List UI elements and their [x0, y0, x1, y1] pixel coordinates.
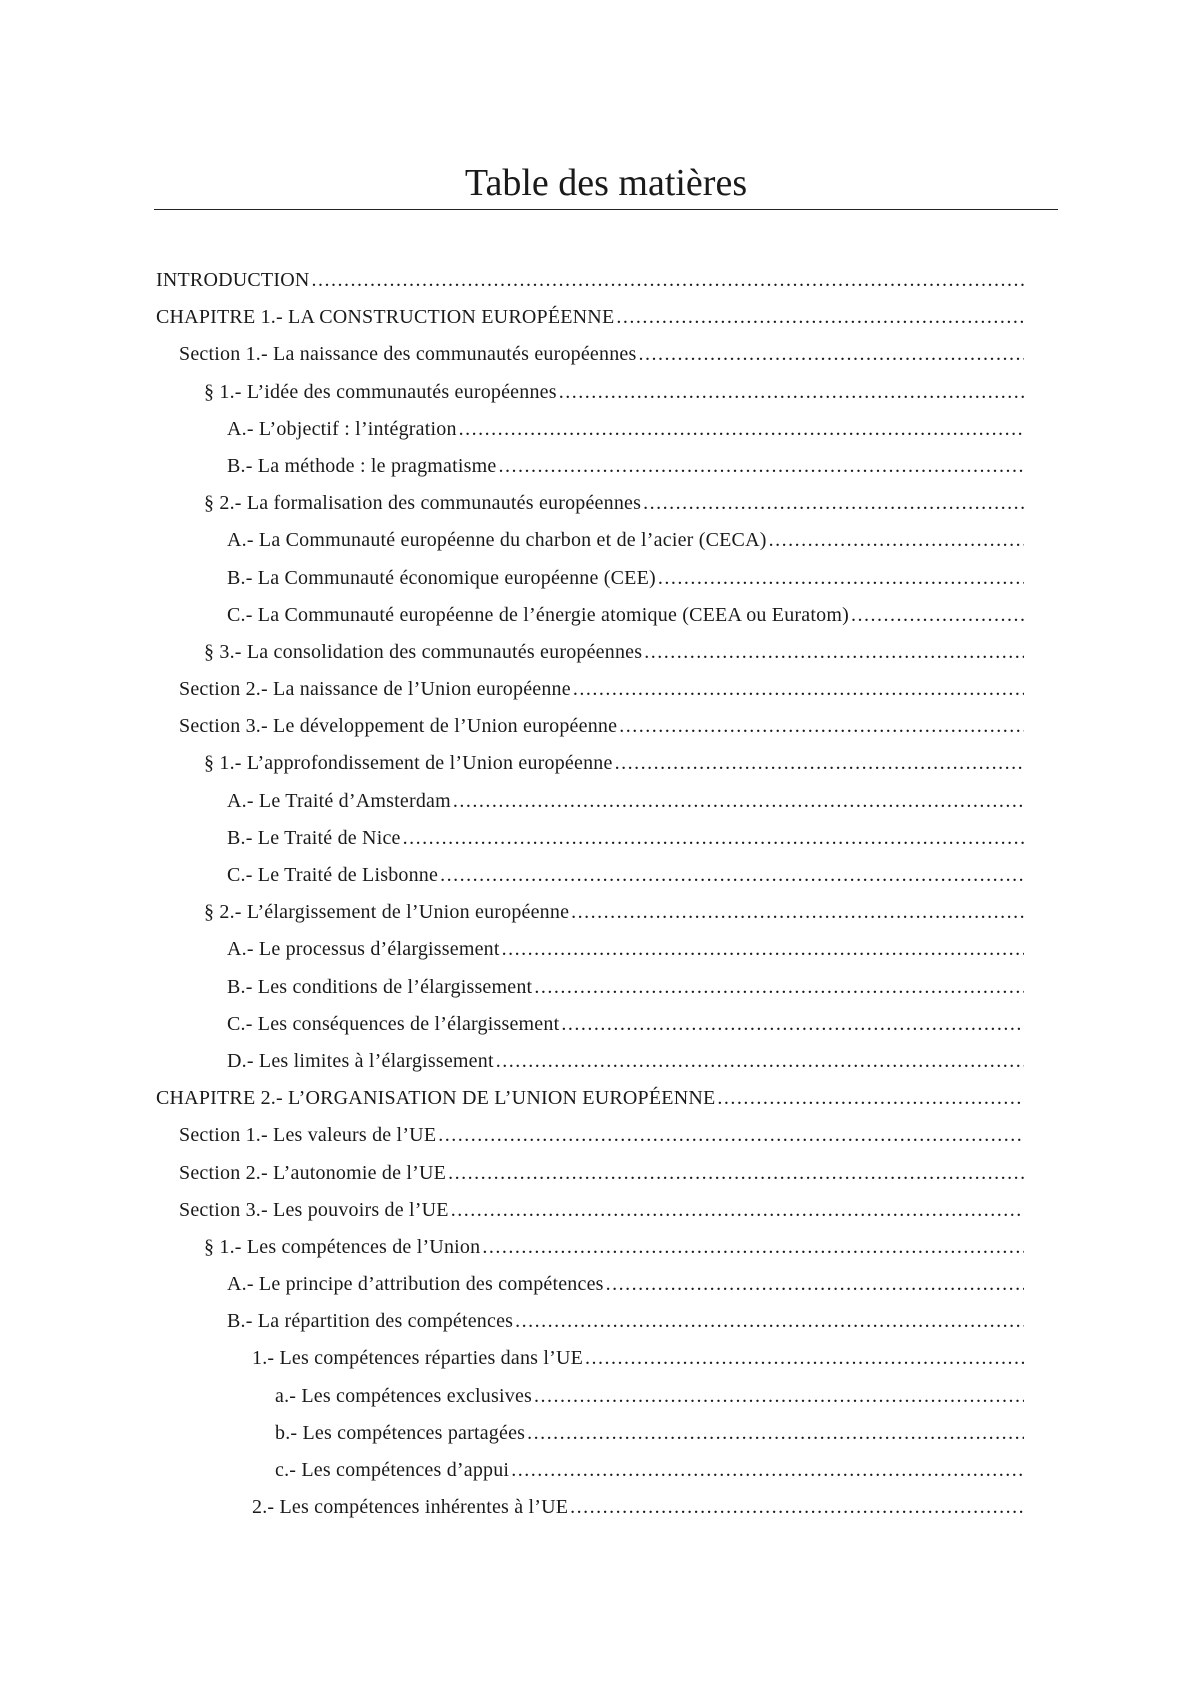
- toc-entry-label: § 1.- Les compétences de l’Union: [204, 1235, 481, 1258]
- toc-dot-leader: [644, 634, 1024, 671]
- toc-entry-label: A.- Le processus d’élargissement: [227, 938, 500, 961]
- toc-entry-label: § 3.- La consolidation des communautés européennes: [204, 640, 643, 663]
- toc-entry[interactable]: [156, 820, 1024, 857]
- toc-entry-label: CHAPITRE 2.- L’ORGANISATION DE L’UNION EUROPÉENNE: [156, 1087, 716, 1110]
- toc-dot-leader: [534, 969, 1024, 1006]
- toc-dot-leader: [502, 931, 1024, 968]
- toc-dot-leader: [496, 1043, 1024, 1080]
- toc-dot-leader: [573, 671, 1024, 708]
- toc-entry[interactable]: [156, 969, 1024, 1006]
- toc-entry-label: c.- Les compétences d’appui: [275, 1459, 510, 1481]
- table-of-contents: [156, 262, 1024, 1526]
- toc-entry[interactable]: [156, 597, 1024, 634]
- toc-entry-label: § 2.- L’élargissement de l’Union européenne: [204, 901, 570, 924]
- toc-entry[interactable]: [156, 857, 1024, 894]
- toc-entry[interactable]: [156, 634, 1024, 671]
- toc-dot-leader: [438, 1117, 1024, 1154]
- toc-dot-leader: [403, 820, 1024, 857]
- toc-dot-leader: [570, 1489, 1024, 1526]
- toc-dot-leader: [440, 857, 1024, 894]
- page-title: Table des matières: [464, 162, 748, 204]
- toc-entry-label: § 1.- L’idée des communautés européennes: [204, 380, 557, 403]
- toc-dot-leader: [527, 1415, 1024, 1452]
- toc-entry[interactable]: [156, 708, 1024, 745]
- toc-entry[interactable]: [156, 1192, 1024, 1229]
- toc-entry-label: 2.- Les compétences inhérentes à l’UE: [252, 1496, 569, 1519]
- toc-entry[interactable]: [156, 894, 1024, 931]
- toc-entry-label: A.- Le principe d’attribution des compétences: [227, 1273, 604, 1296]
- toc-entry[interactable]: [156, 1006, 1024, 1043]
- toc-dot-leader: [606, 1266, 1024, 1303]
- toc-dot-leader: [459, 411, 1024, 448]
- title-underline: [154, 209, 1058, 210]
- toc-dot-leader: [638, 336, 1024, 373]
- toc-entry[interactable]: [156, 299, 1024, 336]
- toc-dot-leader: [453, 783, 1024, 820]
- toc-entry[interactable]: [156, 1229, 1024, 1266]
- toc-entry[interactable]: [156, 671, 1024, 708]
- toc-entry[interactable]: [156, 1117, 1024, 1154]
- toc-entry[interactable]: [156, 522, 1024, 559]
- toc-entry-label: Section 1.- La naissance des communautés européennes: [179, 343, 637, 366]
- toc-entry-label: Section 1.- Les valeurs de l’UE: [179, 1124, 437, 1147]
- toc-entry-label: Section 3.- Les pouvoirs de l’UE: [179, 1198, 449, 1221]
- toc-entry-label: Section 2.- L’autonomie de l’UE: [179, 1161, 447, 1184]
- toc-entry-label: B.- La répartition des compétences: [227, 1310, 514, 1333]
- toc-entry-label: A.- Le Traité d’Amsterdam: [227, 789, 451, 812]
- toc-dot-leader: [312, 262, 1025, 299]
- toc-entry-label: INTRODUCTION: [156, 269, 310, 291]
- toc-dot-leader: [498, 448, 1024, 485]
- toc-dot-leader: [643, 485, 1024, 522]
- toc-entry-label: B.- Les conditions de l’élargissement: [227, 975, 533, 998]
- toc-entry[interactable]: [156, 1489, 1024, 1526]
- toc-entry[interactable]: [156, 1155, 1024, 1192]
- toc-dot-leader: [616, 299, 1024, 336]
- toc-entry-label: B.- La méthode : le pragmatisme: [227, 454, 497, 477]
- toc-entry[interactable]: [156, 411, 1024, 448]
- toc-dot-leader: [482, 1229, 1024, 1266]
- toc-entry-label: a.- Les compétences exclusives: [275, 1384, 533, 1407]
- toc-entry-label: 1.- Les compétences réparties dans l’UE: [252, 1347, 584, 1370]
- toc-entry-label: C.- La Communauté européenne de l’énergie atomique (CEEA ou Euratom): [227, 603, 849, 626]
- toc-dot-leader: [658, 560, 1024, 597]
- toc-entry-label: B.- La Communauté économique européenne (CEE): [227, 566, 656, 589]
- toc-entry[interactable]: [156, 1303, 1024, 1340]
- toc-entry[interactable]: [156, 485, 1024, 522]
- toc-entry-label: D.- Les limites à l’élargissement: [227, 1049, 494, 1072]
- toc-dot-leader: [451, 1192, 1024, 1229]
- toc-dot-leader: [615, 745, 1024, 782]
- toc-dot-leader: [534, 1378, 1024, 1415]
- toc-entry-label: b.- Les compétences partagées: [275, 1421, 526, 1444]
- toc-dot-leader: [511, 1452, 1024, 1489]
- toc-entry-label: CHAPITRE 1.- LA CONSTRUCTION EUROPÉENNE: [156, 306, 615, 329]
- toc-entry-label: C.- Le Traité de Lisbonne: [227, 864, 439, 886]
- toc-entry[interactable]: [156, 745, 1024, 782]
- toc-entry-label: A.- La Communauté européenne du charbon et de l’acier (CECA): [227, 529, 767, 552]
- toc-dot-leader: [619, 708, 1024, 745]
- toc-dot-leader: [571, 894, 1024, 931]
- toc-dot-leader: [559, 374, 1024, 411]
- toc-entry-label: B.- Le Traité de Nice: [227, 826, 401, 849]
- toc-entry[interactable]: [156, 374, 1024, 411]
- toc-entry-label: C.- Les conséquences de l’élargissement: [227, 1012, 560, 1035]
- toc-entry[interactable]: [156, 262, 1024, 299]
- toc-dot-leader: [769, 522, 1024, 559]
- toc-entry[interactable]: [156, 1415, 1024, 1452]
- toc-entry[interactable]: [156, 783, 1024, 820]
- toc-dot-leader: [851, 597, 1024, 634]
- toc-entry[interactable]: [156, 1452, 1024, 1489]
- toc-entry[interactable]: [156, 560, 1024, 597]
- toc-dot-leader: [585, 1340, 1024, 1377]
- toc-entry[interactable]: [156, 448, 1024, 485]
- toc-entry-label: A.- L’objectif : l’intégration: [227, 417, 457, 440]
- toc-entry-label: § 1.- L’approfondissement de l’Union européenne: [204, 752, 613, 775]
- toc-dot-leader: [717, 1080, 1024, 1117]
- toc-dot-leader: [448, 1155, 1024, 1192]
- toc-entry[interactable]: [156, 1080, 1024, 1117]
- toc-dot-leader: [561, 1006, 1024, 1043]
- toc-entry-label: Section 3.- Le développement de l’Union européenne: [179, 715, 618, 738]
- toc-entry[interactable]: [156, 1043, 1024, 1080]
- toc-dot-leader: [515, 1303, 1024, 1340]
- toc-entry[interactable]: [156, 1378, 1024, 1415]
- toc-entry[interactable]: [156, 1340, 1024, 1377]
- toc-entry[interactable]: [156, 336, 1024, 373]
- toc-entry[interactable]: [156, 931, 1024, 968]
- toc-entry[interactable]: [156, 1266, 1024, 1303]
- toc-entry-label: Section 2.- La naissance de l’Union européenne: [179, 678, 571, 701]
- toc-entry-label: § 2.- La formalisation des communautés européennes: [204, 492, 642, 515]
